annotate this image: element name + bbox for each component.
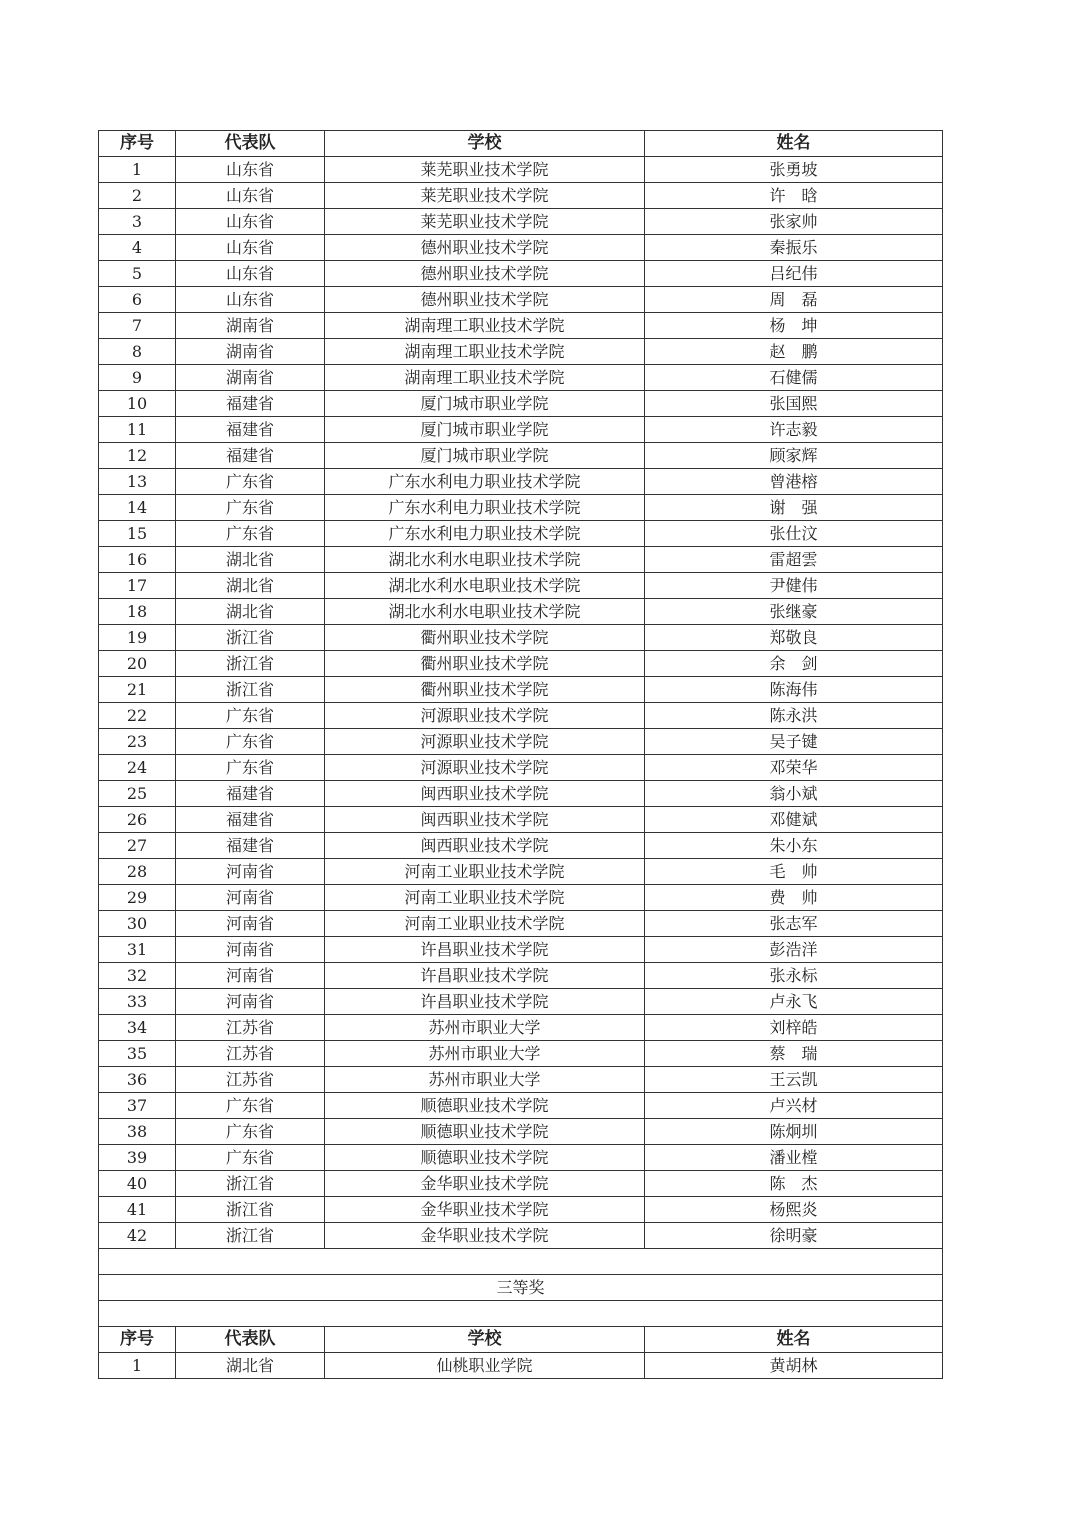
cell-name: 王云凯 — [645, 1067, 943, 1093]
cell-school: 许昌职业技术学院 — [325, 963, 645, 989]
table-row — [99, 677, 943, 703]
cell-school: 苏州市职业大学 — [325, 1041, 645, 1067]
cell-name: 曾港榕 — [645, 469, 943, 495]
cell-name: 毛 帅 — [645, 859, 943, 885]
cell-team: 福建省 — [176, 443, 325, 469]
cell-name: 尹健伟 — [645, 573, 943, 599]
cell-index: 3 — [99, 209, 176, 235]
cell-name: 周 磊 — [645, 287, 943, 313]
cell-index: 27 — [99, 833, 176, 859]
cell-index: 21 — [99, 677, 176, 703]
cell-team: 浙江省 — [176, 1223, 325, 1249]
section-title: 三等奖 — [99, 1275, 943, 1301]
table-row — [99, 1119, 943, 1145]
cell-index: 2 — [99, 183, 176, 209]
cell-team: 山东省 — [176, 287, 325, 313]
cell-name: 郑敬良 — [645, 625, 943, 651]
cell-name: 石健儒 — [645, 365, 943, 391]
cell-name: 蔡 瑞 — [645, 1041, 943, 1067]
cell-index: 4 — [99, 235, 176, 261]
cell-team: 湖北省 — [176, 573, 325, 599]
cell-index: 32 — [99, 963, 176, 989]
cell-name: 费 帅 — [645, 885, 943, 911]
cell-name: 邓荣华 — [645, 755, 943, 781]
cell-school: 闽西职业技术学院 — [325, 781, 645, 807]
table-row — [99, 261, 943, 287]
cell-team: 江苏省 — [176, 1041, 325, 1067]
cell-name: 谢 强 — [645, 495, 943, 521]
cell-name: 许志毅 — [645, 417, 943, 443]
cell-school: 河南工业职业技术学院 — [325, 911, 645, 937]
cell-name: 张志军 — [645, 911, 943, 937]
table-row — [99, 1353, 943, 1379]
header-team: 代表队 — [176, 1327, 325, 1353]
cell-school: 闽西职业技术学院 — [325, 833, 645, 859]
table-row — [99, 911, 943, 937]
section-header-row — [99, 1327, 943, 1353]
cell-school: 仙桃职业学院 — [325, 1353, 645, 1379]
table-row — [99, 417, 943, 443]
cell-name: 张仕汶 — [645, 521, 943, 547]
cell-index: 38 — [99, 1119, 176, 1145]
table-row — [99, 781, 943, 807]
cell-name: 陈炯圳 — [645, 1119, 943, 1145]
cell-index: 14 — [99, 495, 176, 521]
cell-name: 余 剑 — [645, 651, 943, 677]
cell-team: 广东省 — [176, 703, 325, 729]
table-row — [99, 157, 943, 183]
cell-name: 杨 坤 — [645, 313, 943, 339]
header-school: 学校 — [325, 131, 645, 157]
third-prize-body — [99, 1353, 943, 1379]
cell-index: 28 — [99, 859, 176, 885]
cell-school: 苏州市职业大学 — [325, 1015, 645, 1041]
table-row — [99, 1041, 943, 1067]
cell-school: 河源职业技术学院 — [325, 755, 645, 781]
cell-school: 广东水利电力职业技术学院 — [325, 495, 645, 521]
cell-index: 26 — [99, 807, 176, 833]
cell-index: 37 — [99, 1093, 176, 1119]
table-row — [99, 365, 943, 391]
cell-school: 厦门城市职业学院 — [325, 417, 645, 443]
cell-team: 广东省 — [176, 755, 325, 781]
section-title-row — [99, 1275, 943, 1301]
cell-school: 湖北水利水电职业技术学院 — [325, 547, 645, 573]
cell-name: 雷超雲 — [645, 547, 943, 573]
cell-name: 张永标 — [645, 963, 943, 989]
third-prize-section — [99, 1249, 943, 1353]
header-name: 姓名 — [645, 131, 943, 157]
cell-index: 20 — [99, 651, 176, 677]
header-index: 序号 — [99, 1327, 176, 1353]
table-row — [99, 183, 943, 209]
table-row — [99, 1145, 943, 1171]
cell-team: 湖北省 — [176, 1353, 325, 1379]
header-school: 学校 — [325, 1327, 645, 1353]
table-row — [99, 599, 943, 625]
cell-school: 湖北水利水电职业技术学院 — [325, 599, 645, 625]
cell-school: 闽西职业技术学院 — [325, 807, 645, 833]
table-body — [99, 157, 943, 1249]
cell-team: 河南省 — [176, 989, 325, 1015]
cell-index: 11 — [99, 417, 176, 443]
cell-school: 许昌职业技术学院 — [325, 989, 645, 1015]
cell-index: 15 — [99, 521, 176, 547]
cell-index: 1 — [99, 1353, 176, 1379]
cell-school: 金华职业技术学院 — [325, 1171, 645, 1197]
cell-team: 广东省 — [176, 469, 325, 495]
cell-name: 张继豪 — [645, 599, 943, 625]
cell-name: 张勇坡 — [645, 157, 943, 183]
cell-school: 顺德职业技术学院 — [325, 1119, 645, 1145]
cell-school: 顺德职业技术学院 — [325, 1093, 645, 1119]
blank-row — [99, 1301, 943, 1327]
cell-name: 徐明豪 — [645, 1223, 943, 1249]
cell-index: 16 — [99, 547, 176, 573]
table-row — [99, 833, 943, 859]
cell-index: 6 — [99, 287, 176, 313]
cell-index: 10 — [99, 391, 176, 417]
cell-school: 衢州职业技术学院 — [325, 625, 645, 651]
cell-school: 德州职业技术学院 — [325, 235, 645, 261]
cell-name: 陈海伟 — [645, 677, 943, 703]
table-row — [99, 209, 943, 235]
cell-name: 翁小斌 — [645, 781, 943, 807]
cell-team: 广东省 — [176, 1145, 325, 1171]
cell-name: 卢永飞 — [645, 989, 943, 1015]
table-row — [99, 235, 943, 261]
cell-school: 莱芜职业技术学院 — [325, 183, 645, 209]
cell-school: 金华职业技术学院 — [325, 1223, 645, 1249]
cell-team: 浙江省 — [176, 1197, 325, 1223]
table-row — [99, 469, 943, 495]
award-table — [98, 130, 943, 1379]
table-row — [99, 989, 943, 1015]
table-row — [99, 651, 943, 677]
cell-team: 福建省 — [176, 781, 325, 807]
cell-index: 13 — [99, 469, 176, 495]
cell-school: 河南工业职业技术学院 — [325, 859, 645, 885]
cell-index: 12 — [99, 443, 176, 469]
cell-index: 7 — [99, 313, 176, 339]
cell-team: 福建省 — [176, 417, 325, 443]
cell-index: 5 — [99, 261, 176, 287]
cell-name: 卢兴材 — [645, 1093, 943, 1119]
table-row — [99, 859, 943, 885]
cell-name: 张家帅 — [645, 209, 943, 235]
cell-team: 福建省 — [176, 391, 325, 417]
cell-team: 山东省 — [176, 209, 325, 235]
table-row — [99, 1015, 943, 1041]
cell-school: 金华职业技术学院 — [325, 1197, 645, 1223]
table-row — [99, 547, 943, 573]
cell-index: 31 — [99, 937, 176, 963]
table-row — [99, 313, 943, 339]
cell-school: 湖南理工职业技术学院 — [325, 339, 645, 365]
cell-name: 潘业樘 — [645, 1145, 943, 1171]
cell-team: 山东省 — [176, 157, 325, 183]
table-row — [99, 755, 943, 781]
table-row — [99, 573, 943, 599]
cell-team: 广东省 — [176, 1119, 325, 1145]
cell-team: 浙江省 — [176, 651, 325, 677]
cell-name: 刘梓皓 — [645, 1015, 943, 1041]
cell-school: 湖南理工职业技术学院 — [325, 365, 645, 391]
cell-team: 广东省 — [176, 729, 325, 755]
table-row — [99, 1223, 943, 1249]
cell-index: 1 — [99, 157, 176, 183]
cell-team: 河南省 — [176, 885, 325, 911]
cell-index: 9 — [99, 365, 176, 391]
cell-team: 浙江省 — [176, 677, 325, 703]
cell-school: 顺德职业技术学院 — [325, 1145, 645, 1171]
cell-index: 25 — [99, 781, 176, 807]
table-row — [99, 495, 943, 521]
cell-team: 福建省 — [176, 807, 325, 833]
table-row — [99, 521, 943, 547]
cell-team: 山东省 — [176, 261, 325, 287]
table-row — [99, 703, 943, 729]
cell-team: 山东省 — [176, 183, 325, 209]
cell-name: 黄胡林 — [645, 1353, 943, 1379]
table-row — [99, 287, 943, 313]
cell-index: 24 — [99, 755, 176, 781]
cell-team: 湖北省 — [176, 599, 325, 625]
table-row — [99, 443, 943, 469]
cell-school: 广东水利电力职业技术学院 — [325, 521, 645, 547]
cell-school: 河南工业职业技术学院 — [325, 885, 645, 911]
cell-index: 19 — [99, 625, 176, 651]
cell-team: 江苏省 — [176, 1067, 325, 1093]
cell-school: 厦门城市职业学院 — [325, 443, 645, 469]
cell-school: 湖北水利水电职业技术学院 — [325, 573, 645, 599]
cell-school: 莱芜职业技术学院 — [325, 157, 645, 183]
cell-school: 湖南理工职业技术学院 — [325, 313, 645, 339]
cell-name: 陈永洪 — [645, 703, 943, 729]
cell-index: 41 — [99, 1197, 176, 1223]
cell-team: 湖南省 — [176, 313, 325, 339]
cell-name: 赵 鹏 — [645, 339, 943, 365]
cell-name: 许 晗 — [645, 183, 943, 209]
table-row — [99, 1171, 943, 1197]
cell-school: 厦门城市职业学院 — [325, 391, 645, 417]
cell-school: 衢州职业技术学院 — [325, 651, 645, 677]
cell-team: 浙江省 — [176, 625, 325, 651]
cell-index: 8 — [99, 339, 176, 365]
table-row — [99, 1067, 943, 1093]
cell-school: 衢州职业技术学院 — [325, 677, 645, 703]
cell-school: 广东水利电力职业技术学院 — [325, 469, 645, 495]
cell-index: 40 — [99, 1171, 176, 1197]
cell-name: 张国熙 — [645, 391, 943, 417]
table-row — [99, 807, 943, 833]
cell-school: 河源职业技术学院 — [325, 703, 645, 729]
cell-team: 广东省 — [176, 1093, 325, 1119]
cell-team: 河南省 — [176, 911, 325, 937]
table-row — [99, 963, 943, 989]
table-row — [99, 1197, 943, 1223]
cell-team: 浙江省 — [176, 1171, 325, 1197]
cell-school: 德州职业技术学院 — [325, 261, 645, 287]
cell-school: 莱芜职业技术学院 — [325, 209, 645, 235]
cell-team: 湖南省 — [176, 365, 325, 391]
cell-name: 彭浩洋 — [645, 937, 943, 963]
cell-name: 顾家辉 — [645, 443, 943, 469]
cell-team: 河南省 — [176, 859, 325, 885]
cell-school: 苏州市职业大学 — [325, 1067, 645, 1093]
header-index: 序号 — [99, 131, 176, 157]
cell-index: 23 — [99, 729, 176, 755]
cell-team: 河南省 — [176, 937, 325, 963]
cell-index: 33 — [99, 989, 176, 1015]
cell-index: 17 — [99, 573, 176, 599]
cell-index: 35 — [99, 1041, 176, 1067]
cell-index: 18 — [99, 599, 176, 625]
cell-index: 30 — [99, 911, 176, 937]
cell-name: 杨熙炎 — [645, 1197, 943, 1223]
cell-team: 湖南省 — [176, 339, 325, 365]
cell-name: 秦振乐 — [645, 235, 943, 261]
header-team: 代表队 — [176, 131, 325, 157]
cell-school: 许昌职业技术学院 — [325, 937, 645, 963]
table-row — [99, 391, 943, 417]
table-row — [99, 625, 943, 651]
cell-team: 湖北省 — [176, 547, 325, 573]
cell-name: 吕纪伟 — [645, 261, 943, 287]
cell-team: 江苏省 — [176, 1015, 325, 1041]
cell-index: 22 — [99, 703, 176, 729]
cell-school: 河源职业技术学院 — [325, 729, 645, 755]
cell-team: 广东省 — [176, 521, 325, 547]
table-row — [99, 1093, 943, 1119]
table-row — [99, 729, 943, 755]
table-row — [99, 885, 943, 911]
cell-index: 39 — [99, 1145, 176, 1171]
blank-row — [99, 1249, 943, 1275]
cell-name: 吴子键 — [645, 729, 943, 755]
header-row — [99, 131, 943, 157]
cell-team: 河南省 — [176, 963, 325, 989]
cell-index: 36 — [99, 1067, 176, 1093]
cell-team: 广东省 — [176, 495, 325, 521]
cell-school: 德州职业技术学院 — [325, 287, 645, 313]
table-row — [99, 937, 943, 963]
cell-index: 29 — [99, 885, 176, 911]
cell-name: 陈 杰 — [645, 1171, 943, 1197]
table-row — [99, 339, 943, 365]
cell-index: 42 — [99, 1223, 176, 1249]
header-name: 姓名 — [645, 1327, 943, 1353]
cell-name: 邓健斌 — [645, 807, 943, 833]
cell-index: 34 — [99, 1015, 176, 1041]
cell-team: 山东省 — [176, 235, 325, 261]
cell-team: 福建省 — [176, 833, 325, 859]
cell-name: 朱小东 — [645, 833, 943, 859]
